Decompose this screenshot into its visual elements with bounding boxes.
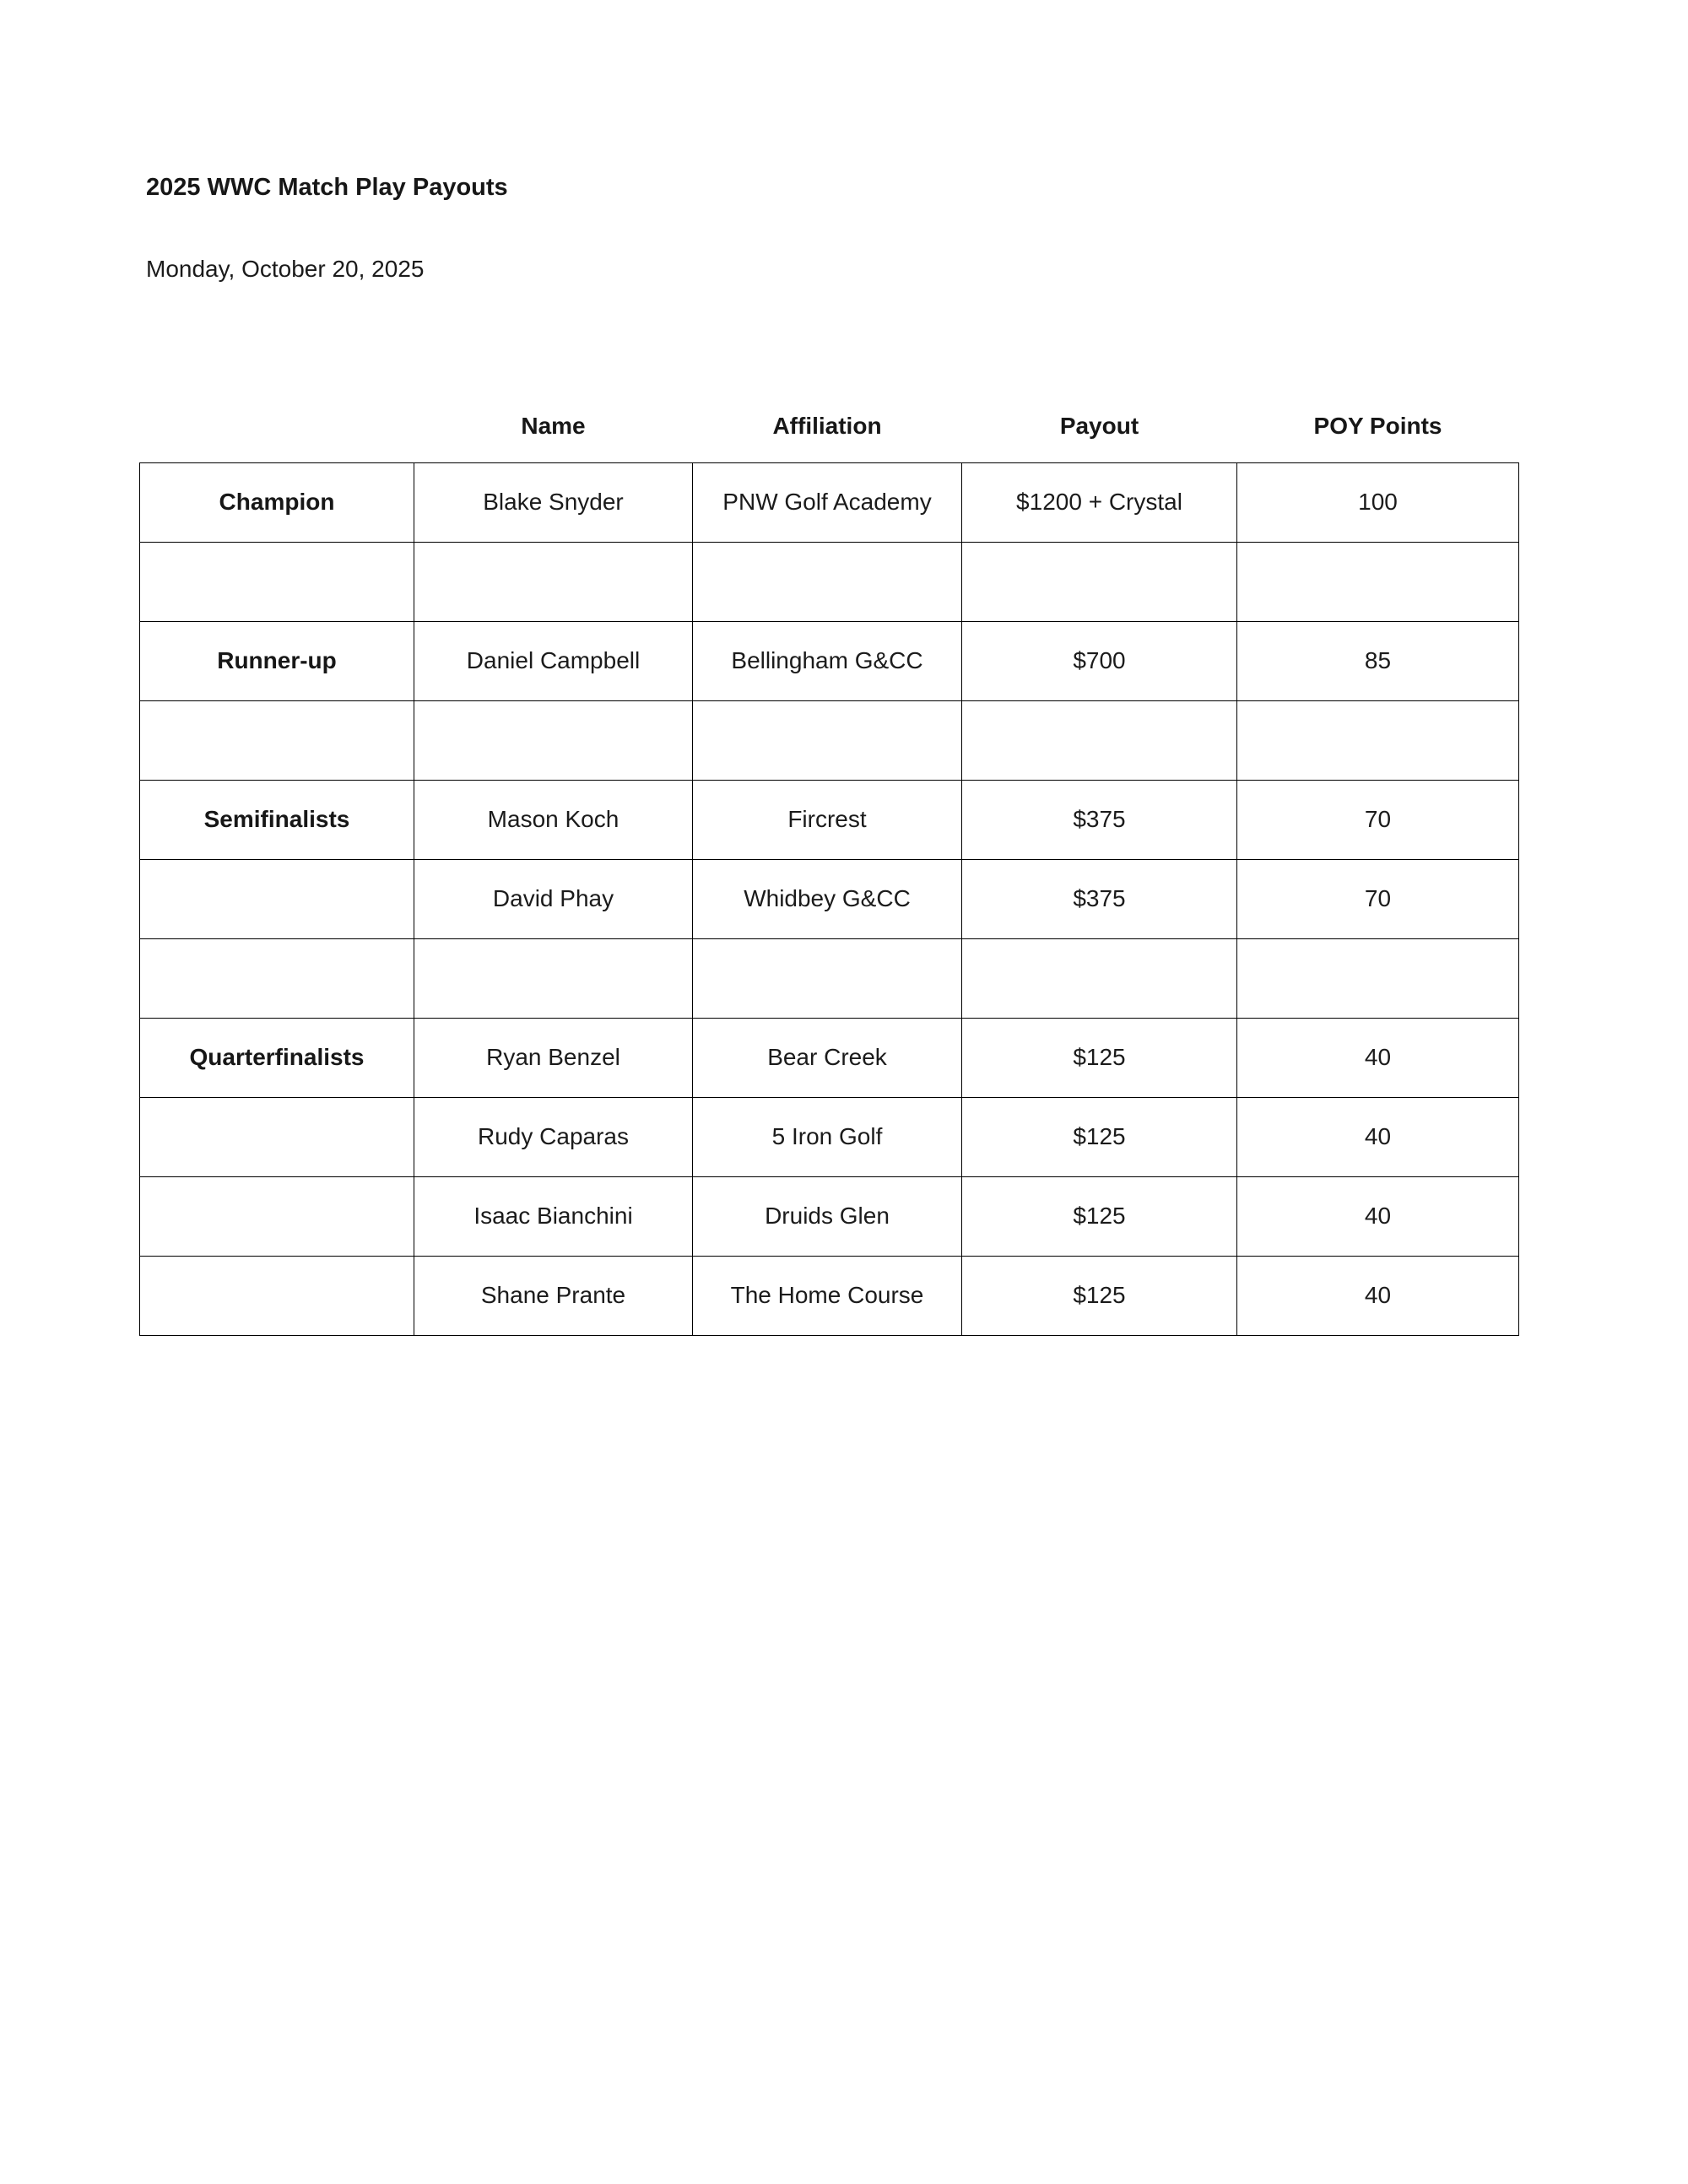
category-cell: Quarterfinalists [140, 1018, 414, 1097]
poy-points-cell: 40 [1237, 1176, 1519, 1256]
category-cell [140, 542, 414, 621]
table-row-empty [140, 938, 1519, 1018]
affiliation-cell: Bellingham G&CC [693, 621, 962, 700]
document-date: Monday, October 20, 2025 [146, 255, 425, 282]
name-cell [414, 938, 693, 1018]
header-spacer [140, 390, 414, 462]
table-row-quarterfinalist-4 [140, 1256, 1519, 1335]
payout-cell: $700 [962, 621, 1237, 700]
payout-cell [962, 938, 1237, 1018]
poy-points-cell: 70 [1237, 780, 1519, 859]
affiliation-cell: The Home Course [693, 1256, 962, 1335]
poy-points-cell: 85 [1237, 621, 1519, 700]
name-cell: Shane Prante [414, 1256, 693, 1335]
affiliation-cell: PNW Golf Academy [693, 462, 962, 542]
payout-cell: $375 [962, 859, 1237, 938]
category-cell [140, 1097, 414, 1176]
affiliation-cell [693, 700, 962, 780]
header-payout: Payout [1059, 413, 1139, 440]
payout-cell: $375 [962, 780, 1237, 859]
table-row-empty [140, 700, 1519, 780]
affiliation-cell: Fircrest [693, 780, 962, 859]
name-cell: Blake Snyder [414, 462, 693, 542]
affiliation-cell [693, 542, 962, 621]
poy-points-cell [1237, 938, 1519, 1018]
poy-points-cell: 40 [1237, 1256, 1519, 1335]
category-cell [140, 859, 414, 938]
table-row-quarterfinalist-3 [140, 1176, 1519, 1256]
name-cell: Ryan Benzel [414, 1018, 693, 1097]
poy-points-cell [1237, 542, 1519, 621]
table-row-quarterfinalist-2 [140, 1097, 1519, 1176]
category-cell [140, 1256, 414, 1335]
category-cell: Runner-up [140, 621, 414, 700]
document-title: 2025 WWC Match Play Payouts [146, 174, 508, 201]
payout-cell [962, 700, 1237, 780]
payout-cell: $125 [962, 1176, 1237, 1256]
poy-points-cell [1237, 700, 1519, 780]
poy-points-cell: 40 [1237, 1097, 1519, 1176]
affiliation-cell: 5 Iron Golf [693, 1097, 962, 1176]
affiliation-cell: Bear Creek [693, 1018, 962, 1097]
category-cell [140, 938, 414, 1018]
affiliation-cell: Whidbey G&CC [693, 859, 962, 938]
payout-cell: $125 [962, 1097, 1237, 1176]
name-cell [414, 542, 693, 621]
payout-cell: $125 [962, 1256, 1237, 1335]
name-cell: Rudy Caparas [414, 1097, 693, 1176]
payout-table [139, 390, 1519, 1336]
name-cell: Mason Koch [414, 780, 693, 859]
name-cell: Isaac Bianchini [414, 1176, 693, 1256]
payout-cell: $125 [962, 1018, 1237, 1097]
table-row-empty [140, 542, 1519, 621]
table-header-row [140, 390, 1519, 462]
table-row-semifinalist-1 [140, 780, 1519, 859]
name-cell: Daniel Campbell [414, 621, 693, 700]
poy-points-cell: 100 [1237, 462, 1519, 542]
table-row-semifinalist-2 [140, 859, 1519, 938]
header-name: Name [521, 413, 586, 440]
category-cell [140, 700, 414, 780]
name-cell [414, 700, 693, 780]
payout-cell: $1200 + Crystal [962, 462, 1237, 542]
poy-points-cell: 70 [1237, 859, 1519, 938]
name-cell: David Phay [414, 859, 693, 938]
table-row-champion [140, 462, 1519, 542]
category-cell [140, 1176, 414, 1256]
category-cell: Semifinalists [140, 780, 414, 859]
header-poy-points: POY Points [1313, 413, 1442, 440]
affiliation-cell [693, 938, 962, 1018]
table-row-runner-up [140, 621, 1519, 700]
header-affiliation: Affiliation [772, 413, 882, 440]
poy-points-cell: 40 [1237, 1018, 1519, 1097]
affiliation-cell: Druids Glen [693, 1176, 962, 1256]
payout-cell [962, 542, 1237, 621]
category-cell: Champion [140, 462, 414, 542]
table-row-quarterfinalist-1 [140, 1018, 1519, 1097]
